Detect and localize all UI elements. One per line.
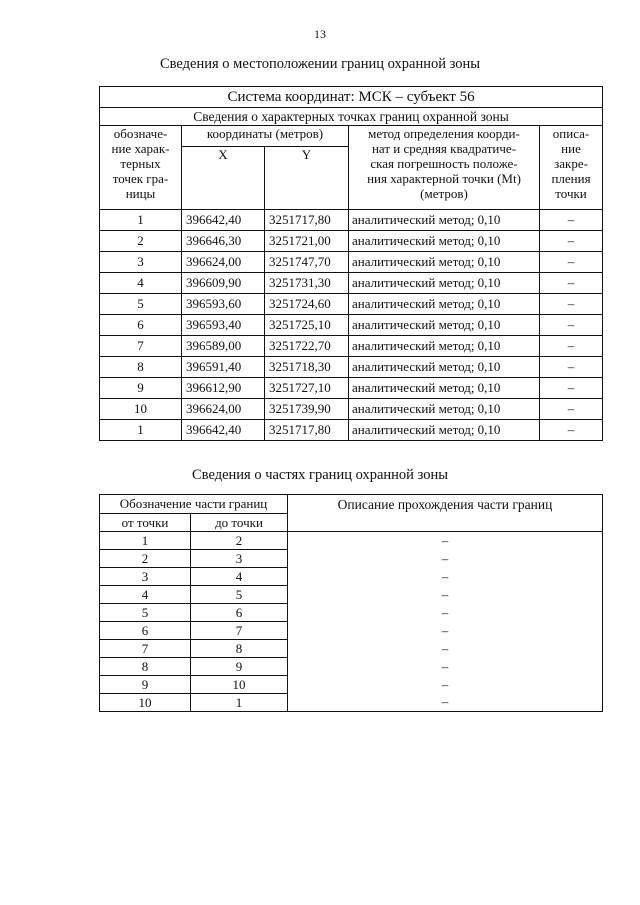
coordinate-y: 3251718,30 bbox=[265, 357, 349, 378]
from-point: 5 bbox=[100, 604, 191, 622]
fixing-value: – bbox=[540, 357, 603, 378]
point-number: 10 bbox=[100, 399, 182, 420]
table-row bbox=[100, 294, 603, 315]
from-point: 10 bbox=[100, 694, 191, 712]
part-description: – bbox=[288, 532, 603, 550]
part-description: – bbox=[288, 640, 603, 658]
coordinate-x: 396593,40 bbox=[182, 315, 265, 336]
section-title-boundaries: Сведения о местоположении границ охранной зоны bbox=[159, 56, 480, 72]
table-row bbox=[100, 336, 603, 357]
table-row bbox=[100, 550, 603, 568]
fixing-value: – bbox=[540, 252, 603, 273]
table-row bbox=[100, 604, 603, 622]
to-point: 9 bbox=[191, 658, 288, 676]
coordinate-y: 3251722,70 bbox=[265, 336, 349, 357]
table-row bbox=[100, 399, 603, 420]
table-row bbox=[100, 622, 603, 640]
fixing-value: – bbox=[540, 378, 603, 399]
table-row bbox=[100, 273, 603, 294]
point-number: 5 bbox=[100, 294, 182, 315]
boundary-points-table bbox=[99, 86, 603, 441]
table-row bbox=[100, 252, 603, 273]
method-value: аналитический метод; 0,10 bbox=[349, 315, 540, 336]
coordinate-x: 396591,40 bbox=[182, 357, 265, 378]
coordinate-y: 3251727,10 bbox=[265, 378, 349, 399]
coordinate-y: 3251739,90 bbox=[265, 399, 349, 420]
method-value: аналитический метод; 0,10 bbox=[349, 357, 540, 378]
table-row bbox=[100, 640, 603, 658]
point-number: 8 bbox=[100, 357, 182, 378]
to-point: 2 bbox=[191, 532, 288, 550]
from-point: 3 bbox=[100, 568, 191, 586]
page-number: 13 bbox=[314, 27, 326, 41]
part-description: – bbox=[288, 658, 603, 676]
table-row bbox=[100, 658, 603, 676]
table-row bbox=[100, 676, 603, 694]
fixing-value: – bbox=[540, 231, 603, 252]
method-value: аналитический метод; 0,10 bbox=[349, 336, 540, 357]
coordinate-x: 396593,60 bbox=[182, 294, 265, 315]
boundary-parts-table bbox=[99, 494, 603, 712]
section-title-parts: Сведения о частях границ охранной зоны bbox=[192, 467, 448, 483]
from-point: 2 bbox=[100, 550, 191, 568]
coordinate-x: 396624,00 bbox=[182, 252, 265, 273]
header-method: метод определения коорди- нат и средняя квадратиче- ская погрешность положе- ния характерной точки (Mt) (метров) bbox=[349, 126, 540, 210]
to-point: 10 bbox=[191, 676, 288, 694]
coordinate-y: 3251725,10 bbox=[265, 315, 349, 336]
coordinate-x: 396646,30 bbox=[182, 231, 265, 252]
header-to-point: до точки bbox=[191, 514, 288, 532]
header-fixing: описа- ние закре- пления точки bbox=[540, 126, 603, 210]
coordinate-y: 3251721,00 bbox=[265, 231, 349, 252]
point-number: 9 bbox=[100, 378, 182, 399]
coordinate-system-label: Система координат: МСК – субъект 56 bbox=[100, 87, 603, 108]
coordinate-y: 3251747,70 bbox=[265, 252, 349, 273]
header-part-designation: Обозначение части границ bbox=[100, 495, 288, 514]
method-value: аналитический метод; 0,10 bbox=[349, 273, 540, 294]
from-point: 8 bbox=[100, 658, 191, 676]
method-value: аналитический метод; 0,10 bbox=[349, 210, 540, 231]
header-point-designation: обозначе- ние харак- терных точек гра- ницы bbox=[100, 126, 182, 210]
fixing-value: – bbox=[540, 273, 603, 294]
header-from-point: от точки bbox=[100, 514, 191, 532]
part-description: – bbox=[288, 604, 603, 622]
part-description: – bbox=[288, 550, 603, 568]
table-row bbox=[100, 315, 603, 336]
method-value: аналитический метод; 0,10 bbox=[349, 294, 540, 315]
to-point: 7 bbox=[191, 622, 288, 640]
to-point: 3 bbox=[191, 550, 288, 568]
fixing-value: – bbox=[540, 399, 603, 420]
header-x: X bbox=[182, 147, 265, 210]
point-number: 3 bbox=[100, 252, 182, 273]
coordinate-x: 396642,40 bbox=[182, 420, 265, 441]
point-number: 6 bbox=[100, 315, 182, 336]
table-row bbox=[100, 357, 603, 378]
from-point: 1 bbox=[100, 532, 191, 550]
method-value: аналитический метод; 0,10 bbox=[349, 252, 540, 273]
part-description: – bbox=[288, 568, 603, 586]
method-value: аналитический метод; 0,10 bbox=[349, 399, 540, 420]
coordinate-y: 3251717,80 bbox=[265, 420, 349, 441]
table-row bbox=[100, 568, 603, 586]
method-value: аналитический метод; 0,10 bbox=[349, 231, 540, 252]
point-number: 2 bbox=[100, 231, 182, 252]
table-row bbox=[100, 532, 603, 550]
from-point: 6 bbox=[100, 622, 191, 640]
fixing-value: – bbox=[540, 210, 603, 231]
to-point: 1 bbox=[191, 694, 288, 712]
part-description: – bbox=[288, 622, 603, 640]
coordinate-y: 3251724,60 bbox=[265, 294, 349, 315]
fixing-value: – bbox=[540, 336, 603, 357]
table-row bbox=[100, 694, 603, 712]
point-number: 7 bbox=[100, 336, 182, 357]
coordinate-x: 396624,00 bbox=[182, 399, 265, 420]
point-number: 1 bbox=[100, 420, 182, 441]
header-description: Описание прохождения части границ bbox=[288, 495, 603, 532]
from-point: 7 bbox=[100, 640, 191, 658]
coordinate-x: 396612,90 bbox=[182, 378, 265, 399]
table-row bbox=[100, 210, 603, 231]
to-point: 8 bbox=[191, 640, 288, 658]
from-point: 4 bbox=[100, 586, 191, 604]
table-row bbox=[100, 378, 603, 399]
header-coordinates: координаты (метров) bbox=[182, 126, 349, 147]
to-point: 5 bbox=[191, 586, 288, 604]
method-value: аналитический метод; 0,10 bbox=[349, 378, 540, 399]
points-subtitle: Сведения о характерных точках границ охранной зоны bbox=[100, 108, 603, 126]
part-description: – bbox=[288, 586, 603, 604]
part-description: – bbox=[288, 694, 603, 712]
header-y: Y bbox=[265, 147, 349, 210]
coordinate-x: 396609,90 bbox=[182, 273, 265, 294]
fixing-value: – bbox=[540, 420, 603, 441]
to-point: 4 bbox=[191, 568, 288, 586]
part-description: – bbox=[288, 676, 603, 694]
point-number: 1 bbox=[100, 210, 182, 231]
table-row bbox=[100, 231, 603, 252]
table-row bbox=[100, 420, 603, 441]
fixing-value: – bbox=[540, 294, 603, 315]
method-value: аналитический метод; 0,10 bbox=[349, 420, 540, 441]
coordinate-x: 396642,40 bbox=[182, 210, 265, 231]
from-point: 9 bbox=[100, 676, 191, 694]
point-number: 4 bbox=[100, 273, 182, 294]
coordinate-x: 396589,00 bbox=[182, 336, 265, 357]
coordinate-y: 3251731,30 bbox=[265, 273, 349, 294]
fixing-value: – bbox=[540, 315, 603, 336]
coordinate-y: 3251717,80 bbox=[265, 210, 349, 231]
to-point: 6 bbox=[191, 604, 288, 622]
table-row bbox=[100, 586, 603, 604]
